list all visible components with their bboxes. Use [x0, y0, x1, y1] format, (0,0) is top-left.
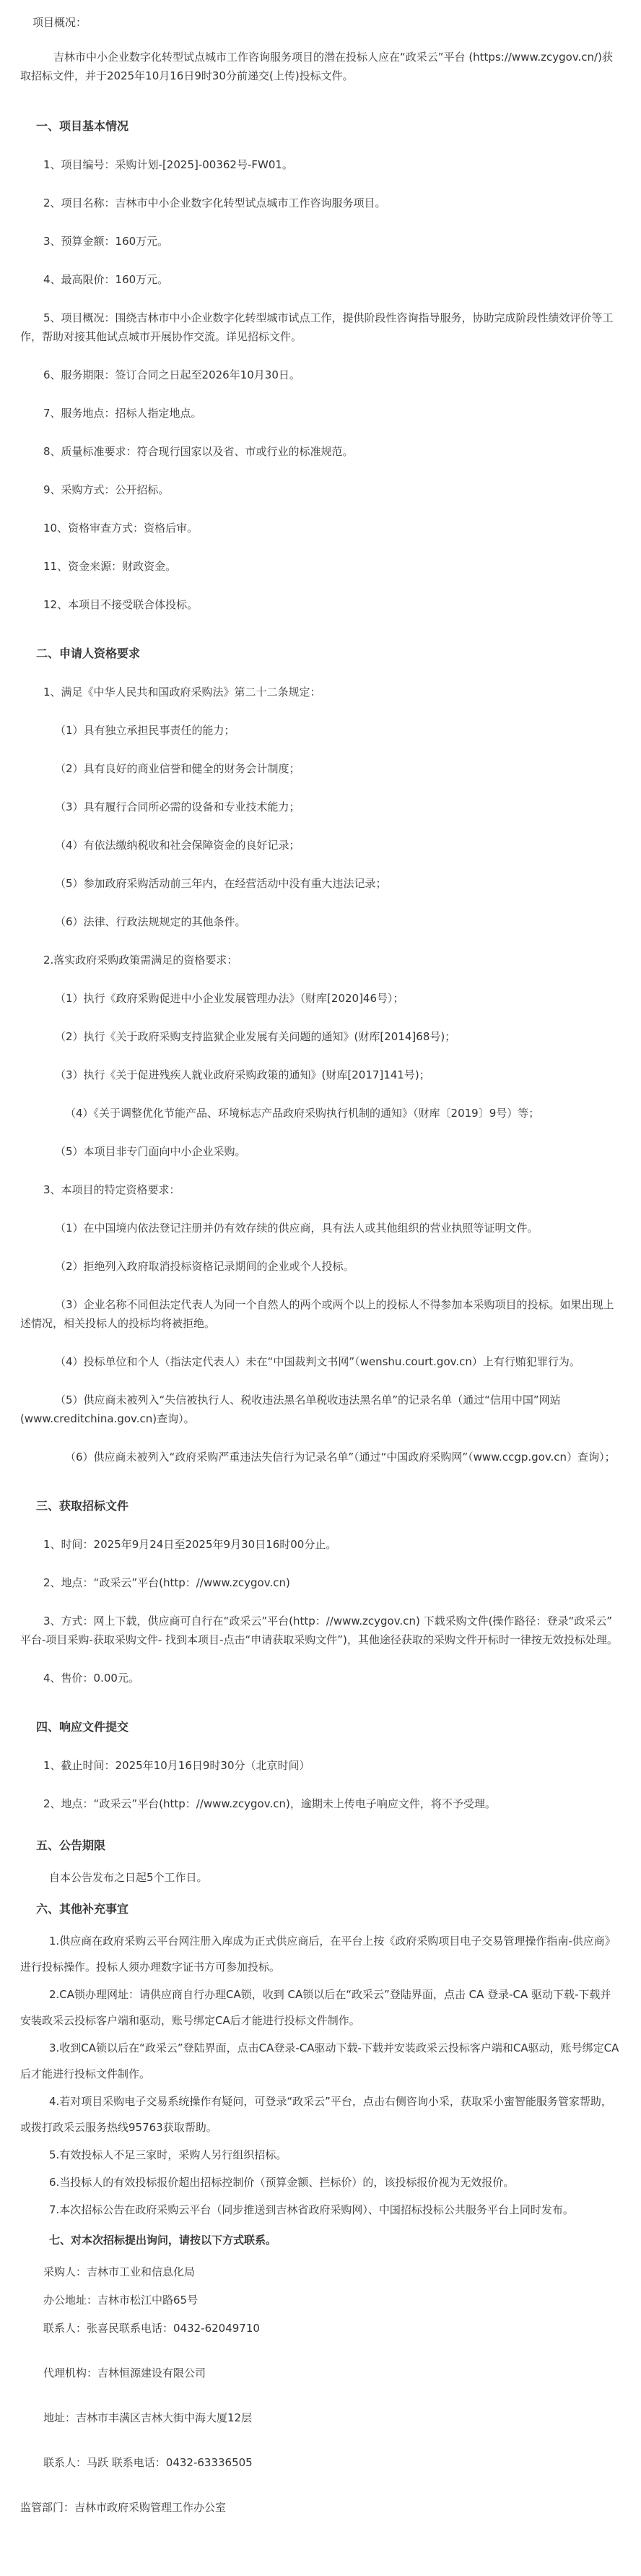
paragraph: 3、方式：网上下载，供应商可自行在“政采云”平台(http：//www.zcygov.cn) 下载采购文件(操作路径：登录“政采云”平台-项目采购-获取采购文件- 找到本项目-点击“申请获取采购文件”)，其他途径获取的采购文件开标时一律按无效投标处理。 [20, 1615, 618, 1646]
paragraph: 1、项目编号：采购计划-[2025]-00362号-FW01。 [43, 158, 293, 171]
section [20, 1497, 621, 1687]
paragraph: 5.有效投标人不足三家时，采购人另行组织招标。 [49, 2148, 287, 2161]
paragraph: （1）在中国境内依法登记注册并仍有效存续的供应商，具有法人或其他组织的营业执照等证明文件。 [55, 1222, 538, 1235]
paragraph: 4、售价：0.00元。 [43, 1672, 139, 1685]
paragraph: 自本公告发布之日起5个工作日。 [49, 1871, 208, 1884]
paragraph: （4）有依法缴纳税收和社会保障资金的良好记录； [55, 839, 300, 852]
paragraph: 办公地址：吉林市松江中路65号 [43, 2294, 199, 2307]
paragraph: 4、最高限价：160万元。 [43, 273, 169, 286]
paragraph: （3）执行《关于促进残疾人就业政府采购政策的通知》(财库[2017]141号)； [55, 1068, 430, 1081]
paragraph: 6.当投标人的有效投标报价超出招标控制价（预算金额、拦标价）的，该投标报价视为无效报价。 [49, 2176, 515, 2189]
paragraph: （2）执行《关于政府采购支持监狱企业发展有关问题的通知》(财库[2014]68号)； [55, 1030, 456, 1043]
paragraph: 11、资金来源：财政资金。 [43, 560, 177, 573]
paragraph: 1、时间：2025年9月24日至2025年9月30日16时00分止。 [43, 1538, 337, 1551]
paragraph: （4）《关于调整优化节能产品、环境标志产品政府采购执行机制的通知》（财库〔2019〕9号）等； [65, 1107, 540, 1120]
paragraph: 5、项目概况：围绕吉林市中小企业数字化转型城市试点工作，提供阶段性咨询指导服务，协助完成阶段性绩效评价等工作，帮助对接其他试点城市开展协作交流。详见招标文件。 [20, 311, 614, 343]
paragraph: （4）投标单位和个人（指法定代表人）未在“中国裁判文书网”（wenshu.court.gov.cn）上有行贿犯罪行为。 [55, 1355, 580, 1368]
paragraph: 1、截止时间：2025年10月16日9时30分（北京时间） [43, 1759, 310, 1772]
paragraph: 10、资格审查方式：资格后审。 [43, 522, 199, 535]
paragraph: 吉林市中小企业数字化转型试点城市工作咨询服务项目的潜在投标人应在“政采云”平台 (https://www.zcygov.cn/)获取招标文件，并于2025年10月16日9时30分前递交(上传)投标文件。 [20, 51, 613, 82]
paragraph: 监管部门：吉林市政府采购管理工作办公室 [20, 2501, 227, 2514]
paragraph: 2、地点：“政采云”平台(http：//www.zcygov.cn)，逾期未上传电子响应文件，将不予受理。 [43, 1797, 496, 1810]
paragraph: （5）本项目非专门面向中小企业采购。 [55, 1145, 246, 1158]
document-content [20, 13, 621, 2517]
paragraph: 采购人：吉林市工业和信息化局 [43, 2265, 196, 2278]
section-heading: 二、申请人资格要求 [36, 647, 141, 660]
section-heading: 七、对本次招标提出询问，请按以下方式联系。 [49, 2234, 277, 2247]
paragraph: 联系人：张喜民联系电话：0432-62049710 [43, 2322, 260, 2335]
paragraph: （2）具有良好的商业信誉和健全的财务会计制度； [55, 762, 300, 775]
section-heading: 三、获取招标文件 [36, 1499, 129, 1513]
paragraph: （1）执行《政府采购促进中小企业发展管理办法》（财库[2020]46号）； [55, 992, 404, 1005]
paragraph: （6）法律、行政法规规定的其他条件。 [55, 915, 246, 928]
paragraph: 2.落实政府采购政策需满足的资格要求： [43, 954, 238, 967]
section-heading: 六、其他补充事宜 [36, 1902, 129, 1916]
paragraph: 2、项目名称：吉林市中小企业数字化转型试点城市工作咨询服务项目。 [43, 196, 386, 209]
paragraph: 9、采购方式：公开招标。 [43, 483, 170, 496]
paragraph: 项目概况： [32, 16, 87, 29]
section [20, 117, 621, 614]
paragraph: （5）供应商未被列入“失信被执行人、税收违法黑名单税收违法黑名单”的记录名单（通过“信用中国”网站(www.creditchina.gov.cn)查询）。 [20, 1393, 561, 1425]
section-heading: 四、响应文件提交 [36, 1720, 129, 1734]
paragraph: 6、服务期限：签订合同之日起至2026年10月30日。 [43, 368, 300, 381]
section [20, 1833, 621, 2517]
paragraph: 联系人：马跃 联系电话：0432-63336505 [43, 2456, 253, 2469]
paragraph: 3、本项目的特定资格要求： [43, 1183, 180, 1196]
paragraph: 7、服务地点：招标人指定地点。 [43, 407, 202, 420]
paragraph: 8、质量标准要求：符合现行国家以及省、市或行业的标准规范。 [43, 445, 354, 458]
paragraph: 3、预算金额：160万元。 [43, 235, 169, 248]
section-heading: 一、项目基本情况 [36, 119, 129, 133]
paragraph: 2.CA锁办理网址：请供应商自行办理CA锁，收到 CA锁以后在“政采云”登陆界面，点击 CA 登录-CA 驱动下载-下载并安装政采云投标客户端和驱动，账号绑定CA后才能进行投标文件制作。 [20, 1988, 611, 2027]
paragraph: 1.供应商在政府采购云平台网注册入库成为正式供应商后，在平台上按《政府采购项目电子交易管理操作指南-供应商》进行投标操作。投标人须办理数字证书方可参加投标。 [20, 1935, 616, 1974]
paragraph: 代理机构：吉林恒源建设有限公司 [43, 2367, 206, 2380]
paragraph: 4.若对项目采购电子交易系统操作有疑问，可登录“政采云”平台，点击右侧咨询小采，获取采小蜜智能服务管家帮助，或拨打政采云服务热线95763获取帮助。 [20, 2095, 612, 2134]
section-heading: 五、公告期限 [36, 1838, 106, 1852]
paragraph: （2）拒绝列入政府取消投标资格记录期间的企业或个人投标。 [55, 1260, 354, 1273]
paragraph: 2、地点：“政采云”平台(http：//www.zcygov.cn) [43, 1576, 290, 1589]
paragraph: （6）供应商未被列入“政府采购严重违法失信行为记录名单”（通过“中国政府采购网”（www.ccgp.gov.cn）查询）； [65, 1451, 616, 1464]
section [20, 13, 621, 85]
paragraph: 地址：吉林市丰满区吉林大街中海大厦12层 [43, 2411, 253, 2424]
paragraph: （5）参加政府采购活动前三年内，在经营活动中没有重大违法记录； [55, 877, 387, 890]
section [20, 1718, 621, 1813]
paragraph: 3.收到CA锁以后在“政采云”登陆界面，点击CA登录-CA驱动下载-下载并安装政采云投标客户端和CA驱动，账号绑定CA后才能进行投标文件制作。 [20, 2041, 619, 2080]
paragraph: （3）企业名称不同但法定代表人为同一个自然人的两个或两个以上的投标人不得参加本采购项目的投标。如果出现上述情况，相关投标人的投标均将被拒绝。 [20, 1298, 614, 1330]
section [20, 644, 621, 1466]
paragraph: 7.本次招标公告在政府采购云平台（同步推送到吉林省政府采购网）、中国招标投标公共服务平台上同时发布。 [49, 2203, 574, 2216]
paragraph: （3）具有履行合同所必需的设备和专业技术能力； [55, 800, 300, 813]
paragraph: （1）具有独立承担民事责任的能力； [55, 724, 235, 737]
paragraph: 1、满足《中华人民共和国政府采购法》第二十二条规定： [43, 686, 321, 699]
paragraph: 12、本项目不接受联合体投标。 [43, 598, 199, 611]
